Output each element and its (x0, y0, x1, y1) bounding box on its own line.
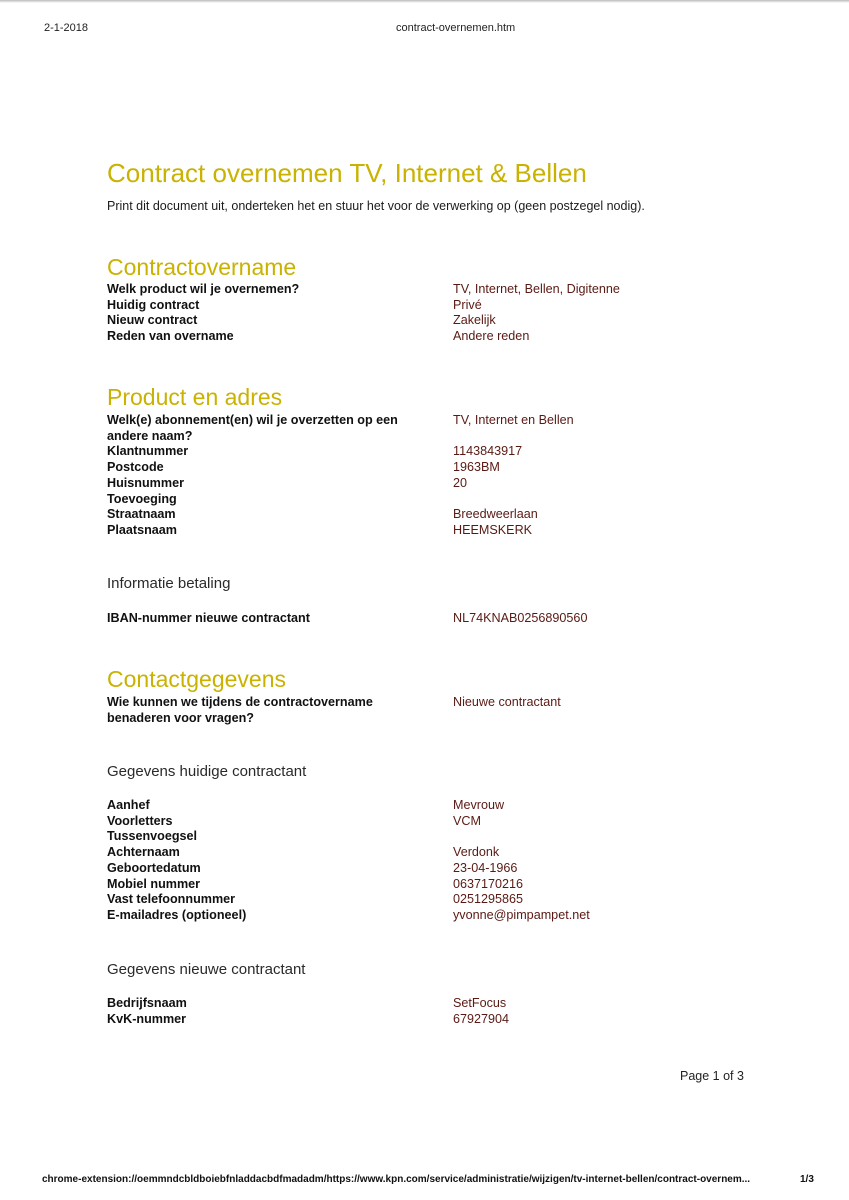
field-label: Nieuw contract (107, 313, 198, 328)
field-value: Andere reden (453, 329, 530, 344)
field-value: Nieuwe contractant (453, 695, 561, 709)
field-value: 20 (453, 475, 468, 490)
field-value: Zakelijk (453, 313, 496, 328)
document-title: Contract overnemen TV, Internet & Bellen (107, 158, 587, 188)
field-label: Plaatsnaam (107, 522, 178, 537)
print-footer-url: chrome-extension://oemmndcbldboiebfnladdacbdfmadadm/https://www.kpn.com/service/administratie/wijzigen/tv-internet-bellen/contract-overnem... (42, 1174, 751, 1185)
field-value: TV, Internet, Bellen, Digitenne (453, 282, 620, 296)
field-value: 0637170216 (453, 876, 524, 891)
field-value: TV, Internet en Bellen (453, 413, 574, 427)
field-label: Wie kunnen we tijdens de contractovername (107, 695, 373, 709)
field-value: 1963BM (453, 460, 500, 475)
page-indicator: Page 1 of 3 (680, 1069, 744, 1083)
print-date: 2-1-2018 (44, 22, 89, 34)
field-label: Welk product wil je overnemen? (107, 282, 300, 296)
field-label: Voorletters (107, 813, 173, 828)
field-value: 23-04-1966 (453, 860, 518, 875)
field-value: Mevrouw (453, 798, 505, 812)
print-footer-page-count: 1/3 (800, 1174, 814, 1185)
field-value: SetFocus (453, 996, 507, 1010)
field-label: Mobiel nummer (107, 876, 201, 891)
field-value: VCM (453, 813, 481, 828)
field-label: Toevoeging (107, 491, 177, 506)
field-value: Verdonk (453, 845, 500, 860)
section-heading-product-adres: Product en adres (107, 384, 283, 410)
field-value: HEEMSKERK (453, 522, 533, 537)
field-label: Aanhef (107, 798, 150, 812)
field-label-continued: benaderen voor vragen? (107, 710, 254, 725)
section-heading-contactgegevens: Contactgegevens (107, 666, 287, 692)
field-label: Reden van overname (107, 329, 234, 344)
scan-edge (0, 0, 849, 3)
field-value: 0251295865 (453, 892, 524, 907)
subheading-betaling: Informatie betaling (107, 575, 231, 592)
field-value: Breedweerlaan (453, 507, 538, 522)
field-label-continued: andere naam? (107, 428, 193, 443)
field-label: Welk(e) abonnement(en) wil je overzetten op een (107, 413, 398, 427)
field-label: Vast telefoonnummer (107, 892, 236, 907)
field-value: NL74KNAB0256890560 (453, 611, 588, 625)
field-label: KvK-nummer (107, 1011, 187, 1026)
field-value: yvonne@pimpampet.net (453, 907, 590, 922)
section-heading-contractovername: Contractovername (107, 254, 297, 280)
field-label: Tussenvoegsel (107, 829, 198, 844)
field-value: 67927904 (453, 1011, 510, 1026)
field-label: Bedrijfsnaam (107, 996, 187, 1010)
document-intro: Print dit document uit, onderteken het en stuur het voor de verwerking op (geen postzegel nodig). (107, 199, 645, 213)
field-value: 1143843917 (453, 444, 523, 459)
field-label: Straatnaam (107, 507, 176, 522)
field-label: Achternaam (107, 845, 180, 860)
field-label: IBAN-nummer nieuwe contractant (107, 611, 310, 625)
field-label: Postcode (107, 460, 164, 475)
field-label: Huidig contract (107, 297, 200, 312)
field-label: Huisnummer (107, 475, 184, 490)
field-label: Geboortedatum (107, 860, 201, 875)
subheading-nieuwe-contractant: Gegevens nieuwe contractant (107, 961, 306, 978)
subheading-huidige-contractant: Gegevens huidige contractant (107, 763, 307, 780)
field-value: Privé (453, 297, 482, 312)
field-label: E-mailadres (optioneel) (107, 907, 247, 922)
print-page-title: contract-overnemen.htm (396, 22, 516, 34)
field-label: Klantnummer (107, 444, 189, 459)
